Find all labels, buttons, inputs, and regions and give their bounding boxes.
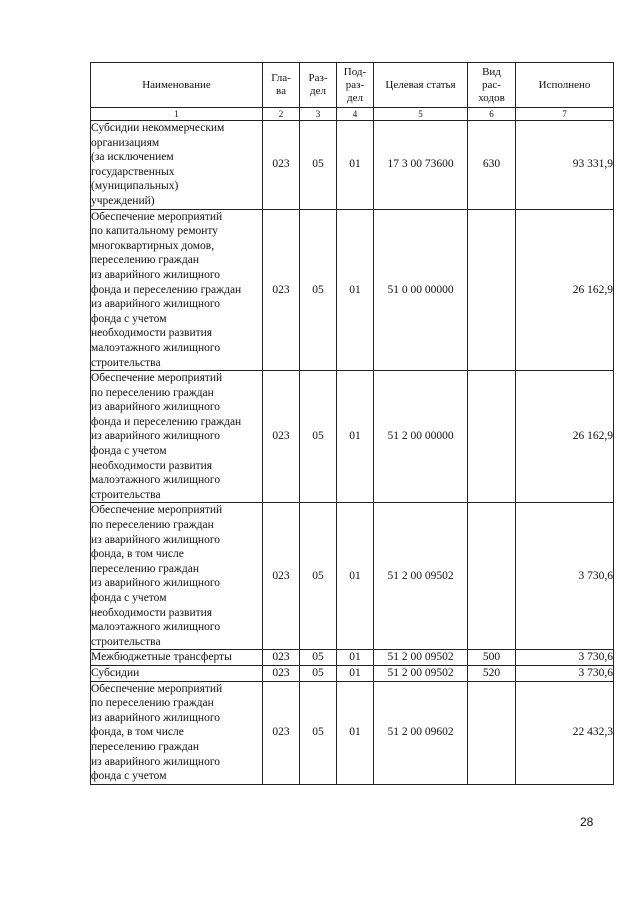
table-row bbox=[91, 503, 614, 650]
header-amount: Исполнено bbox=[516, 63, 614, 108]
row-podrazdel: 01 bbox=[337, 665, 374, 681]
header-row bbox=[91, 63, 614, 108]
column-number: 1 bbox=[91, 108, 263, 121]
row-amount: 3 730,6 bbox=[516, 650, 614, 666]
row-name: Субсидии bbox=[91, 665, 263, 681]
table-row bbox=[91, 665, 614, 681]
row-vid bbox=[468, 681, 516, 784]
row-razdel: 05 bbox=[300, 650, 337, 666]
row-target: 51 2 00 09502 bbox=[374, 650, 468, 666]
column-number: 4 bbox=[337, 108, 374, 121]
row-glava: 023 bbox=[263, 650, 300, 666]
column-number-row bbox=[91, 108, 614, 121]
row-name: Межбюджетные трансферты bbox=[91, 650, 263, 666]
row-razdel: 05 bbox=[300, 209, 337, 371]
row-vid: 500 bbox=[468, 650, 516, 666]
row-podrazdel: 01 bbox=[337, 371, 374, 503]
header-razdel: Раз- дел bbox=[300, 63, 337, 108]
row-vid bbox=[468, 209, 516, 371]
row-glava: 023 bbox=[263, 681, 300, 784]
header-podrazdel: Под- раз- дел bbox=[337, 63, 374, 108]
row-glava: 023 bbox=[263, 209, 300, 371]
row-amount: 93 331,9 bbox=[516, 121, 614, 210]
header-vid: Вид рас- ходов bbox=[468, 63, 516, 108]
row-razdel: 05 bbox=[300, 371, 337, 503]
row-podrazdel: 01 bbox=[337, 121, 374, 210]
row-glava: 023 bbox=[263, 503, 300, 650]
row-target: 51 0 00 00000 bbox=[374, 209, 468, 371]
header-target: Целевая статья bbox=[374, 63, 468, 108]
row-glava: 023 bbox=[263, 665, 300, 681]
column-number: 5 bbox=[374, 108, 468, 121]
row-target: 51 2 00 09602 bbox=[374, 681, 468, 784]
table-row bbox=[91, 681, 614, 784]
row-razdel: 05 bbox=[300, 121, 337, 210]
table-row bbox=[91, 209, 614, 371]
row-name: Обеспечение мероприятий по переселению граждан из аварийного жилищного фонда и переселению граждан из аварийного жилищного фонда с учетом необходимости развития малоэтажного жилищного строительства bbox=[91, 371, 263, 503]
row-amount: 3 730,6 bbox=[516, 503, 614, 650]
row-vid: 630 bbox=[468, 121, 516, 210]
row-target: 51 2 00 09502 bbox=[374, 503, 468, 650]
row-amount: 3 730,6 bbox=[516, 665, 614, 681]
table-row bbox=[91, 650, 614, 666]
row-name: Обеспечение мероприятий по капитальному ремонту многоквартирных домов, переселению граждан из аварийного жилищного фонда и переселению граждан из аварийного жилищного фонда с учетом необходимости развития малоэтажного жилищного строительства bbox=[91, 209, 263, 371]
row-target: 17 3 00 73600 bbox=[374, 121, 468, 210]
row-amount: 26 162,9 bbox=[516, 371, 614, 503]
column-number: 3 bbox=[300, 108, 337, 121]
page-number: 28 bbox=[580, 815, 594, 829]
row-name: Обеспечение мероприятий по переселению граждан из аварийного жилищного фонда, в том числе переселению граждан из аварийного жилищного фонда с учетом необходимости развития малоэтажного жилищного строительства bbox=[91, 503, 263, 650]
row-target: 51 2 00 00000 bbox=[374, 371, 468, 503]
row-razdel: 05 bbox=[300, 503, 337, 650]
row-amount: 26 162,9 bbox=[516, 209, 614, 371]
column-number: 6 bbox=[468, 108, 516, 121]
row-podrazdel: 01 bbox=[337, 681, 374, 784]
row-vid bbox=[468, 503, 516, 650]
row-razdel: 05 bbox=[300, 665, 337, 681]
row-glava: 023 bbox=[263, 121, 300, 210]
row-name: Субсидии некоммерческим организациям (за исключением государственных (муниципальных) учреждений) bbox=[91, 121, 263, 210]
header-glava: Гла- ва bbox=[263, 63, 300, 108]
column-number: 2 bbox=[263, 108, 300, 121]
row-vid bbox=[468, 371, 516, 503]
row-name: Обеспечение мероприятий по переселению граждан из аварийного жилищного фонда, в том числе переселению граждан из аварийного жилищного фонда с учетом bbox=[91, 681, 263, 784]
budget-table bbox=[90, 62, 614, 785]
row-vid: 520 bbox=[468, 665, 516, 681]
table-row bbox=[91, 121, 614, 210]
row-amount: 22 432,3 bbox=[516, 681, 614, 784]
row-razdel: 05 bbox=[300, 681, 337, 784]
row-glava: 023 bbox=[263, 371, 300, 503]
table-row bbox=[91, 371, 614, 503]
column-number: 7 bbox=[516, 108, 614, 121]
row-podrazdel: 01 bbox=[337, 650, 374, 666]
header-name: Наименование bbox=[91, 63, 263, 108]
row-podrazdel: 01 bbox=[337, 503, 374, 650]
row-target: 51 2 00 09502 bbox=[374, 665, 468, 681]
row-podrazdel: 01 bbox=[337, 209, 374, 371]
